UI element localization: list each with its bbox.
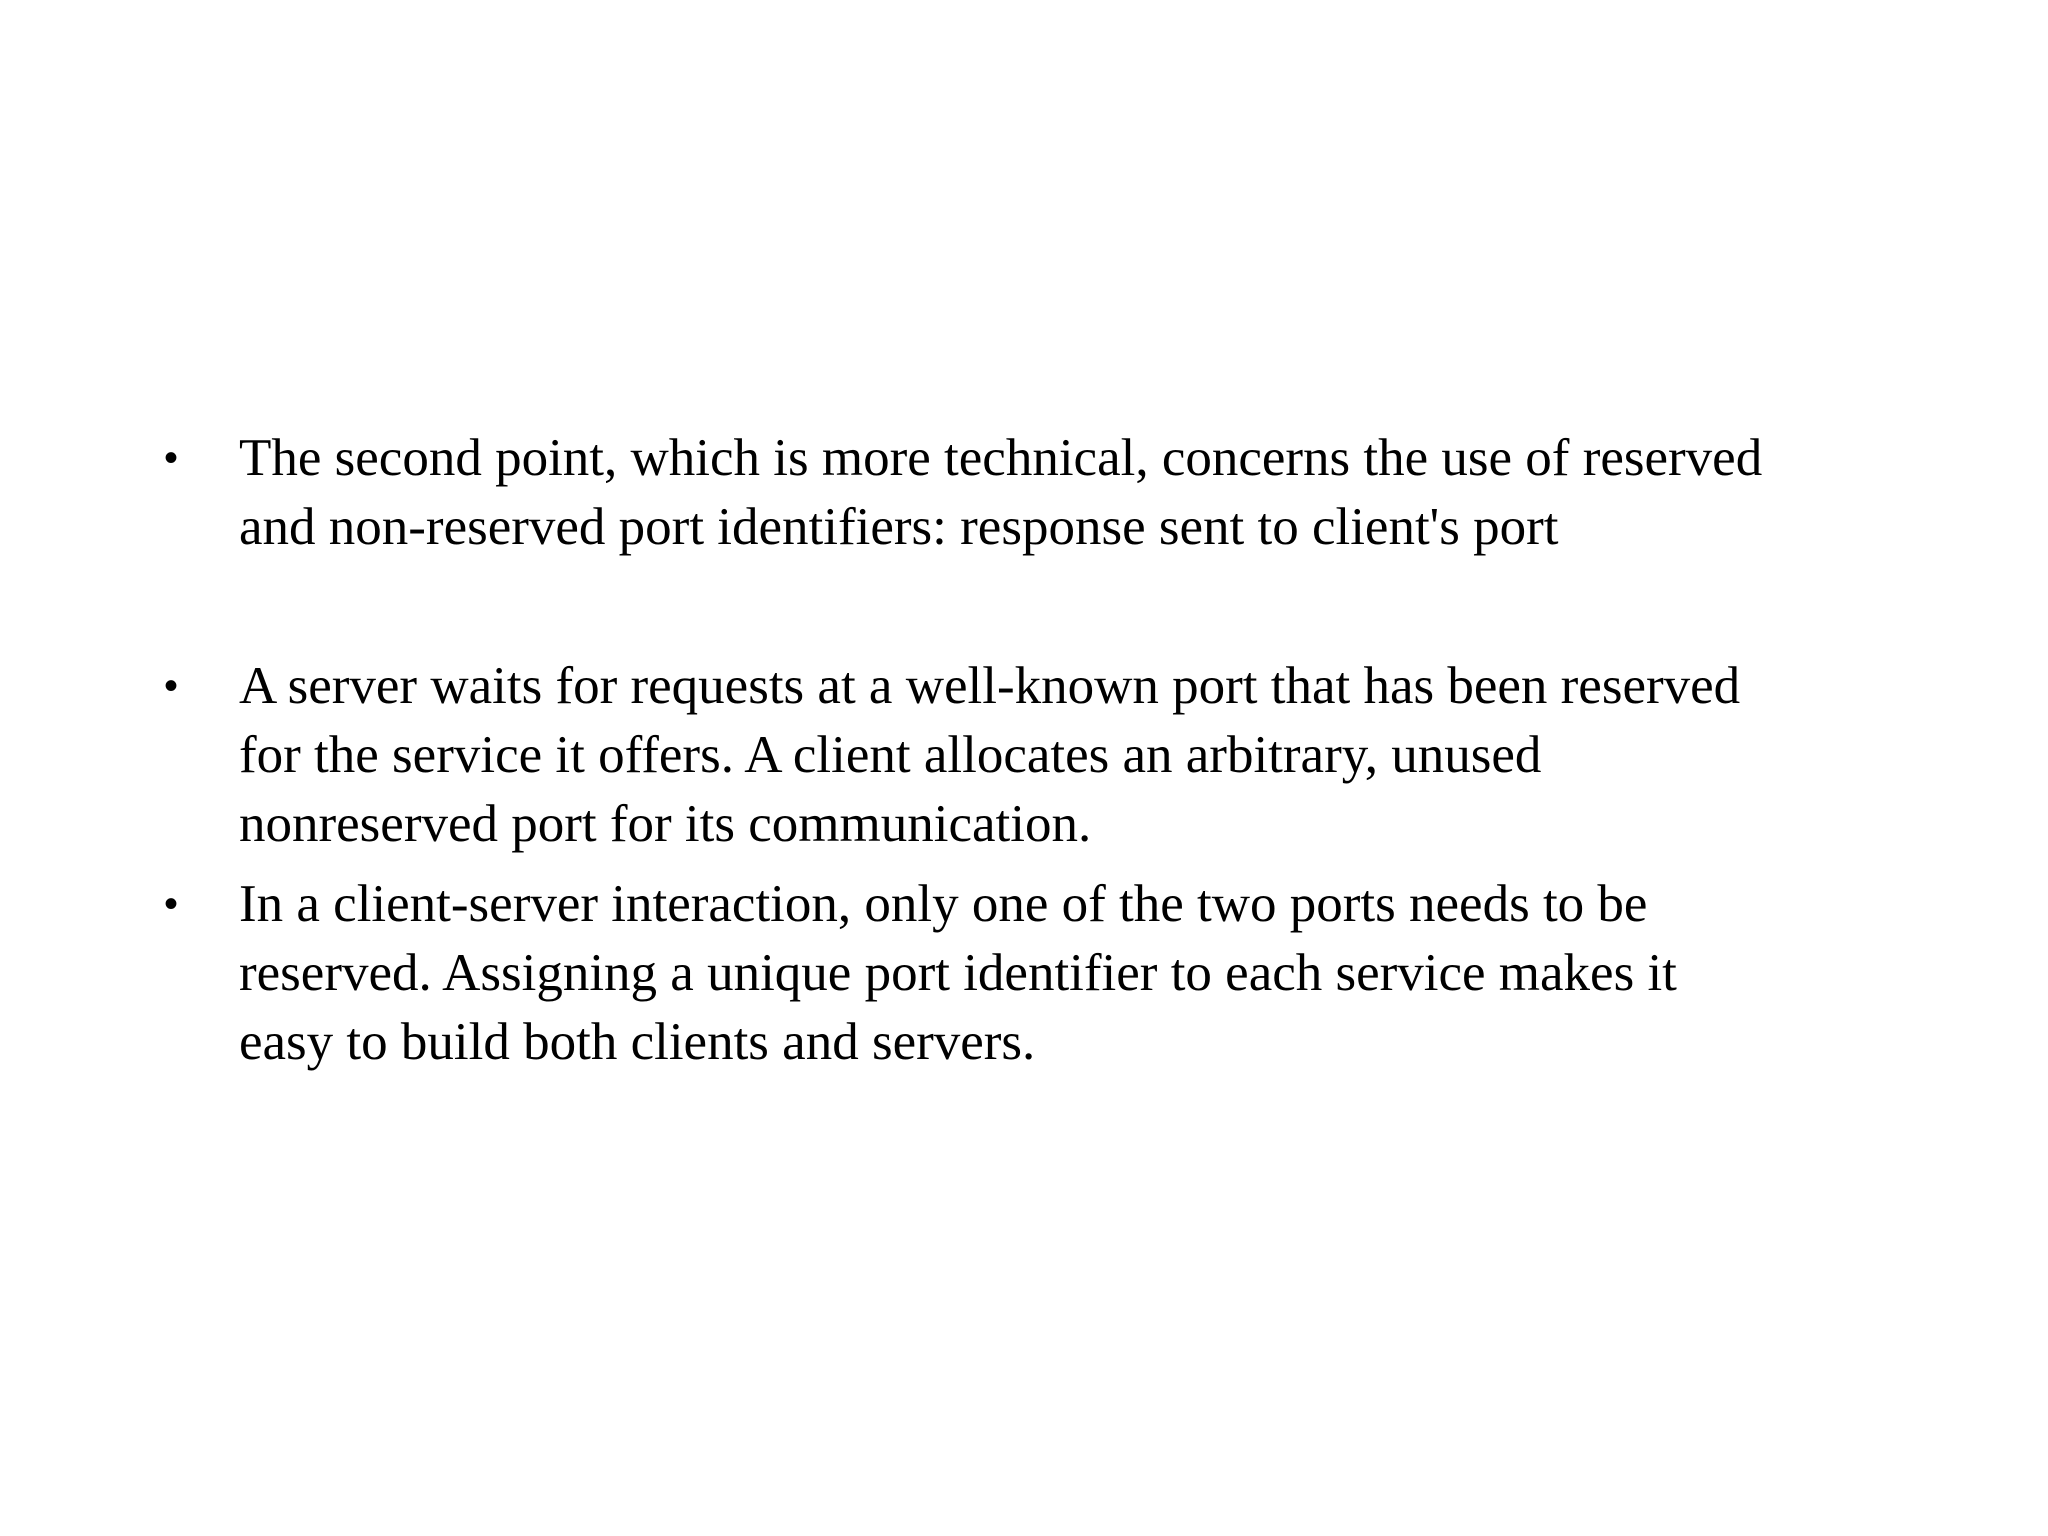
bullet-text-line: easy to build both clients and servers. — [239, 1013, 1036, 1071]
bullet-icon: • — [164, 436, 179, 480]
bullet-text-line: The second point, which is more technical, concerns the use of reserved — [239, 429, 1763, 487]
bullet-text-line: for the service it offers. A client allocates an arbitrary, unused — [239, 726, 1542, 784]
bullet-text-line: reserved. Assigning a unique port identifier to each service makes it — [239, 944, 1677, 1002]
bullet-text-line: A server waits for requests at a well-known port that has been reserved — [239, 657, 1741, 715]
bullet-text-line: and non-reserved port identifiers: response sent to client's port — [239, 498, 1559, 556]
bullet-icon: • — [164, 664, 179, 708]
bullet-icon: • — [164, 882, 179, 926]
bullet-text-line: nonreserved port for its communication. — [239, 795, 1092, 853]
bullet-text-line: In a client-server interaction, only one of the two ports needs to be — [239, 875, 1648, 933]
